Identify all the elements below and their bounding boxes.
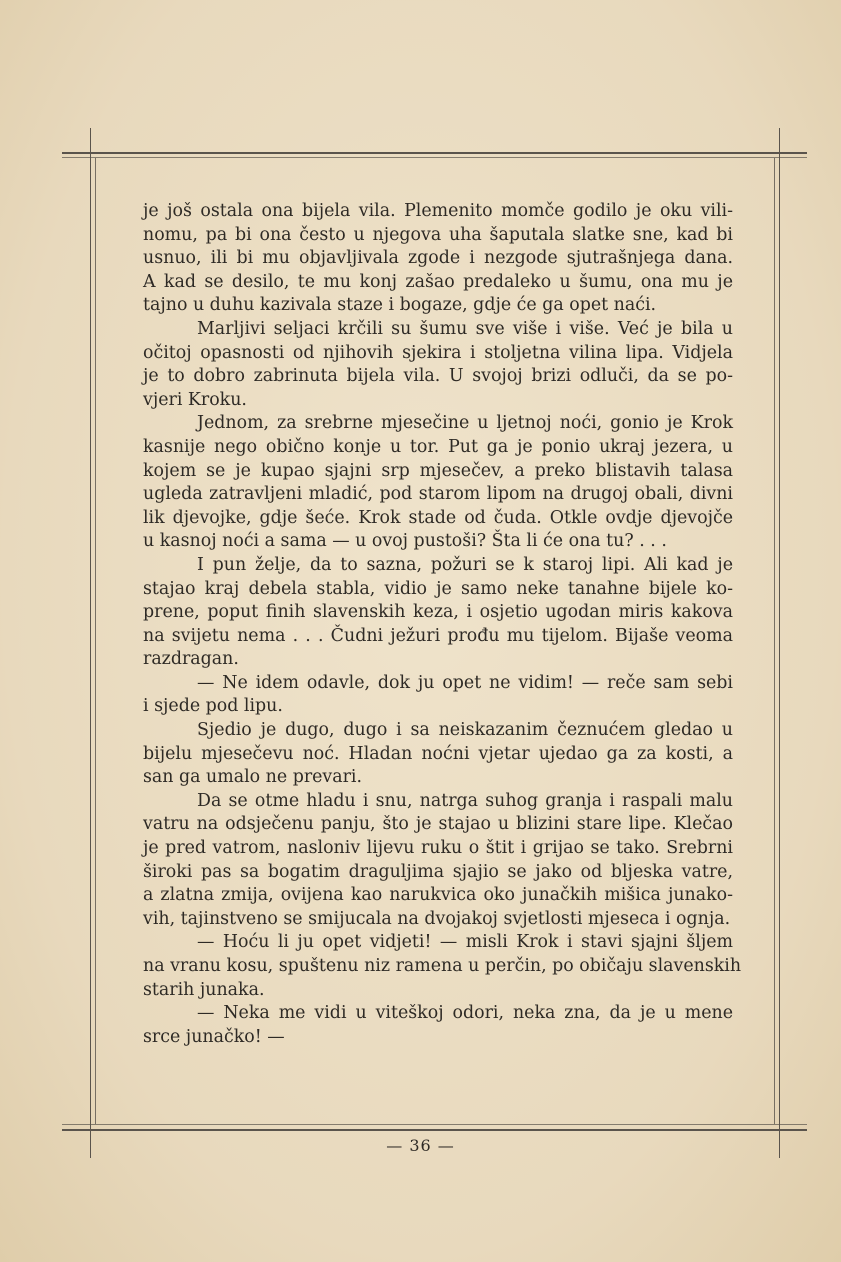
- text-line: A kad se desilo, te mu konj zašao predaleko u šumu, ona mu je: [143, 271, 733, 292]
- text-line: srce junačko! —: [143, 1026, 285, 1047]
- paragraph: [143, 790, 733, 932]
- left-border-rule: [90, 128, 91, 1158]
- text-line: kojem se je kupao sjajni srp mjesečev, a preko blistavih talasa: [143, 460, 733, 481]
- right-border-rule-inner: [774, 158, 775, 1124]
- paragraph: [143, 318, 733, 412]
- text-line: a zlatna zmija, ovijena kao narukvica oko junačkih mišica junako-: [143, 885, 733, 906]
- text-line: razdragan.: [143, 649, 239, 670]
- top-border-rule: [62, 152, 807, 154]
- text-line: i sjede pod lipu.: [143, 696, 283, 717]
- text-line: je još ostala ona bijela vila. Plemenito momče godilo je oku vili-: [143, 201, 733, 221]
- text-line: tajno u duhu kazivala staze i bogaze, gdje će ga opet naći.: [143, 295, 657, 316]
- text-line: na svijetu nema . . . Čudni ježuri prođu mu tijelom. Bijaše veoma: [143, 625, 733, 646]
- text-line: u kasnoj noći a sama — u ovoj pustoši? Šta li će ona tu? . . .: [143, 531, 667, 552]
- text-line: je pred vatrom, nasloniv lijevu ruku o štit i grijao se tako. Srebrni: [143, 838, 733, 859]
- text-line: san ga umalo ne prevari.: [143, 767, 363, 788]
- text-line: kasnije nego obično konje u tor. Put ga je ponio ukraj jezera, u: [143, 436, 733, 457]
- body-text: [143, 200, 742, 1049]
- left-border-rule-inner: [95, 158, 96, 1124]
- text-line: na vranu kosu, spuštenu niz ramena u perčin, po običaju slavenskih: [143, 956, 742, 976]
- text-line: Sjedio je dugo, dugo i sa neiskazanim čeznućem gledao u: [197, 720, 733, 741]
- text-line: Jednom, za srebrne mjesečine u ljetnoj noći, gonio je Krok: [197, 413, 733, 434]
- paragraph: [143, 672, 733, 719]
- top-border-rule-inner: [62, 157, 807, 158]
- text-line: ugleda zatravljeni mladić, pod starom lipom na drugoj obali, divni: [143, 484, 733, 505]
- text-line: je to dobro zabrinuta bijela vila. U svojoj brizi odluči, da se po-: [143, 366, 733, 387]
- text-line: očitoj opasnosti od njihovih sjekira i stoljetna vilina lipa. Vidjela: [143, 342, 733, 363]
- text-line: nomu, pa bi ona često u njegova uha šaputala slatke sne, kad bi: [143, 224, 733, 245]
- text-line: Da se otme hladu i snu, natrga suhog granja i raspali malu: [197, 790, 733, 811]
- text-line: široki pas sa bogatim draguljima sjajio se jako od bljeska vatre,: [143, 861, 733, 882]
- text-line: usnuo, ili bi mu objavljivala zgode i nezgode sjutrašnjega dana.: [143, 248, 733, 269]
- paragraph: [143, 200, 733, 318]
- text-line: Marljivi seljaci krčili su šumu sve više i više. Već je bila u: [197, 318, 733, 339]
- text-line: vatru na odsječenu panju, što je stajao u blizini stare lipe. Klečao: [143, 814, 733, 835]
- paragraph: [143, 931, 742, 1002]
- text-line: bijelu mjesečevu noć. Hladan noćni vjetar ujedao ga za kosti, a: [143, 743, 733, 764]
- paragraph: [143, 719, 733, 790]
- paragraph: [143, 554, 733, 672]
- text-line: vjeri Kroku.: [143, 389, 247, 410]
- bottom-border-rule: [62, 1129, 807, 1131]
- right-border-rule: [779, 128, 780, 1158]
- paragraph: [143, 412, 733, 554]
- text-line: prene, poput finih slavenskih keza, i osjetio ugodan miris kakova: [143, 602, 733, 623]
- text-line: — Ne idem odavle, dok ju opet ne vidim! — reče sam sebi: [197, 672, 733, 693]
- text-line: — Neka me vidi u viteškoj odori, neka zna, da je u mene: [197, 1003, 733, 1024]
- text-line: starih junaka.: [143, 979, 265, 1000]
- text-line: lik djevojke, gdje šeće. Krok stade od čuda. Otkle ovdje djevojče: [143, 507, 733, 528]
- text-line: stajao kraj debela stabla, vidio je samo neke tanahne bijele ko-: [143, 578, 733, 599]
- text-line: I pun želje, da to sazna, požuri se k staroj lipi. Ali kad je: [197, 554, 733, 575]
- page-number: — 36 —: [386, 1136, 455, 1155]
- text-line: vih, tajinstveno se smijucala na dvojakoj svjetlosti mjeseca i ognja.: [143, 908, 731, 929]
- text-line: — Hoću li ju opet vidjeti! — misli Krok i stavi sjajni šljem: [197, 932, 733, 953]
- paragraph: [143, 1002, 733, 1049]
- bottom-border-rule-inner: [62, 1124, 807, 1125]
